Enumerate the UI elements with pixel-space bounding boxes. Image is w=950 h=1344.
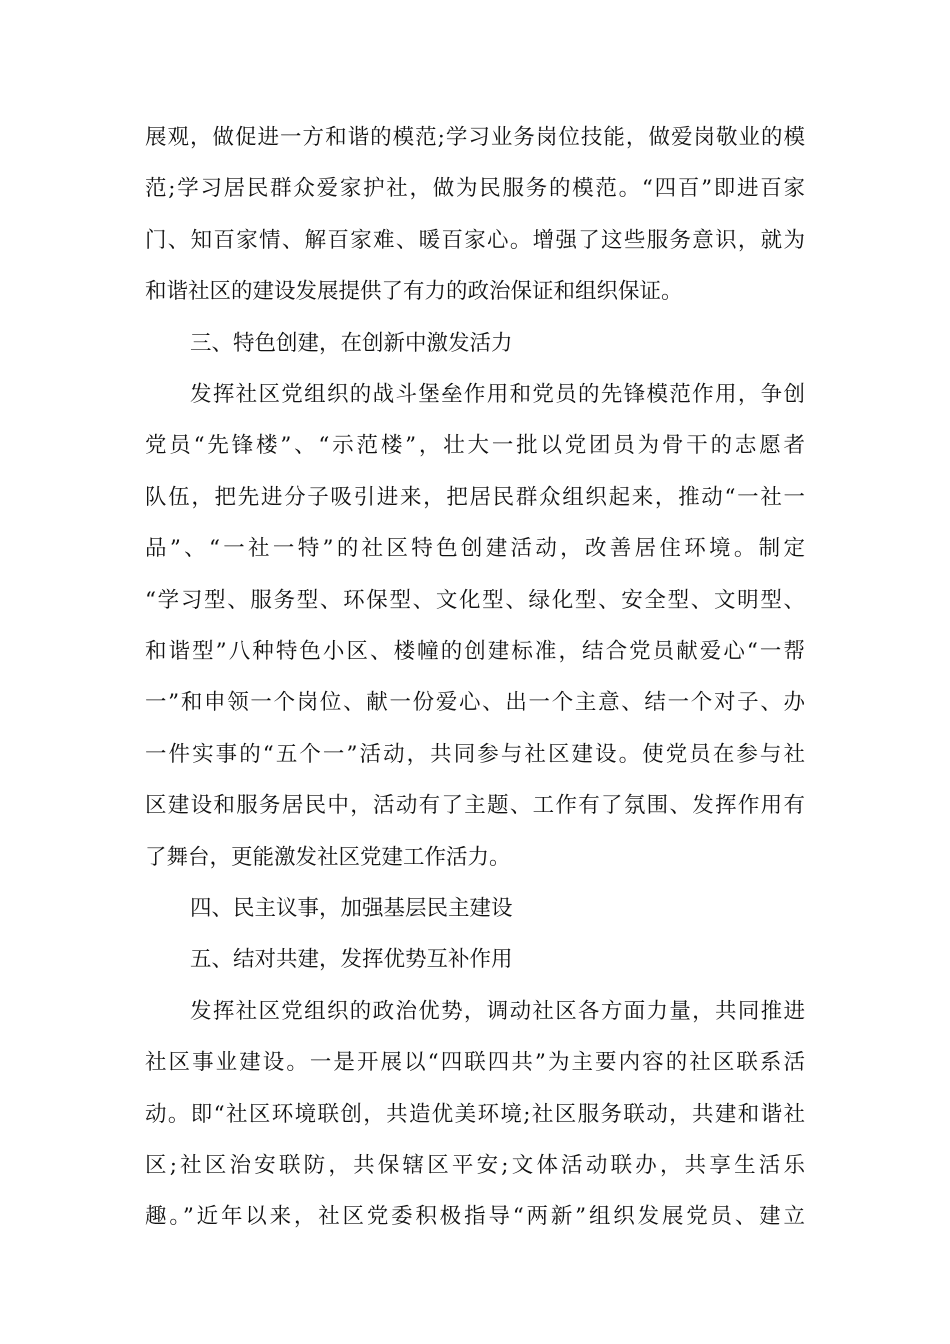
text-line: 和谐社区的建设发展提供了有力的政治保证和组织保证。 bbox=[145, 279, 683, 305]
text-line: “学习型、服务型、环保型、文化型、绿化型、安全型、文明型、 bbox=[145, 587, 805, 613]
text-line: 一件实事的“五个一”活动，共同参与社区建设。使党员在参与社 bbox=[145, 741, 805, 767]
text-line: 趣。”近年以来，社区党委积极指导“两新”组织发展党员、建立 bbox=[145, 1204, 805, 1230]
text-line: 队伍，把先进分子吸引进来，把居民群众组织起来，推动“一社一 bbox=[145, 484, 805, 510]
text-line: 社区事业建设。一是开展以“四联四共”为主要内容的社区联系活 bbox=[145, 1050, 805, 1076]
text-line: 五、结对共建，发挥优势互补作用 bbox=[190, 947, 513, 973]
text-line: 动。即“社区环境联创，共造优美环境;社区服务联动，共建和谐社 bbox=[145, 1101, 805, 1127]
text-line: 展观，做促进一方和谐的模范;学习业务岗位技能，做爱岗敬业的模 bbox=[145, 125, 805, 150]
text-line: 一”和申领一个岗位、献一份爱心、出一个主意、结一个对子、办 bbox=[145, 690, 805, 716]
text-line: 党员“先锋楼”、“示范楼”，壮大一批以党团员为骨干的志愿者 bbox=[145, 433, 805, 459]
text-line: 发挥社区党组织的战斗堡垒作用和党员的先锋模范作用，争创 bbox=[190, 382, 805, 407]
text-line: 区建设和服务居民中，活动有了主题、工作有了氛围、发挥作用有 bbox=[145, 793, 805, 819]
text-line: 四、民主议事，加强基层民主建设 bbox=[190, 896, 513, 921]
text-line: 发挥社区党组织的政治优势，调动社区各方面力量，共同推进 bbox=[190, 998, 805, 1024]
text-line: 范;学习居民群众爱家护社，做为民服务的模范。“四百”即进百家 bbox=[145, 176, 805, 202]
text-line: 和谐型”八种特色小区、楼幢的创建标准，结合党员献爱心“一帮 bbox=[145, 639, 805, 664]
text-line: 三、特色创建，在创新中激发活力 bbox=[190, 330, 513, 356]
text-line: 区;社区治安联防，共保辖区平安;文体活动联办，共享生活乐 bbox=[145, 1153, 805, 1178]
text-line: 品”、“一社一特”的社区特色创建活动，改善居住环境。制定 bbox=[145, 536, 805, 562]
text-line: 了舞台，更能激发社区党建工作活力。 bbox=[145, 844, 511, 870]
text-line: 门、知百家情、解百家难、暖百家心。增强了这些服务意识，就为 bbox=[145, 227, 805, 253]
